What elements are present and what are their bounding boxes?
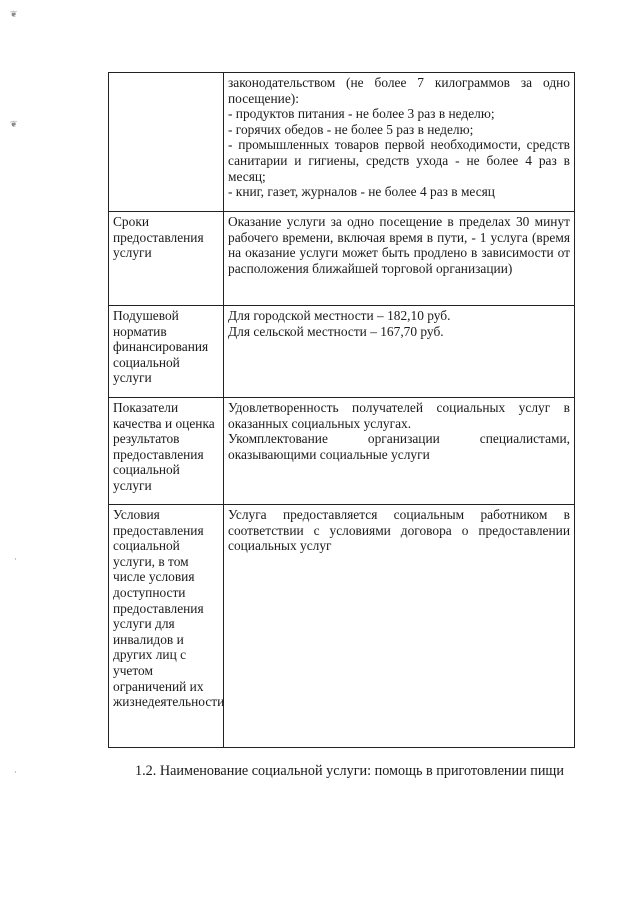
row-label [109, 73, 224, 212]
value-line: Удовлетворенность получателей социальных услуг в оказанных социальных услугах. [228, 400, 570, 431]
row-label: Показатели качества и оценка результатов предоставления социальной услуги [109, 398, 224, 505]
scan-mark: · [14, 555, 17, 565]
row-value [224, 398, 575, 505]
value-line: - продуктов питания - не более 3 раз в неделю; [228, 106, 495, 122]
scan-mark: ❦ [10, 10, 18, 20]
row-label: Подушевой норматив финансирования социальной услуги [109, 306, 224, 398]
table-row [109, 398, 575, 505]
scan-mark: · [14, 768, 17, 778]
row-value [224, 306, 575, 398]
table-row [109, 505, 575, 748]
table-row [109, 212, 575, 306]
scan-mark: ❦ [10, 120, 18, 130]
value-line: - промышленных товаров первой необходимости, средств санитарии и гигиены, средств ухода - не более 4 раз в месяц; [228, 137, 570, 184]
table-row [109, 306, 575, 398]
row-value [224, 73, 575, 212]
value-line: - книг, газет, журналов - не более 4 раз в месяц [228, 184, 495, 200]
value-line: - горячих обедов - не более 5 раз в неделю; [228, 121, 474, 137]
value-line: Для сельской местности – 167,70 руб. [228, 323, 444, 339]
value-line: законодательством (не более 7 килограммов за одно посещение): [228, 75, 570, 106]
value-line: Оказание услуги за одно посещение в пределах 30 минут рабочего времени, включая время в пути, - 1 услуга (время на оказание услуги может быть продлено в зависимости от расположения ближайшей торговой организации) [228, 214, 570, 276]
row-label: Сроки предоставления услуги [109, 212, 224, 306]
row-value [224, 212, 575, 306]
table-row [109, 73, 575, 212]
value-line: Услуга предоставляется социальным работником в соответствии с условиями договора о предоставлении социальных услуг [228, 507, 570, 554]
section-heading: 1.2. Наименование социальной услуги: помощь в приготовлении пищи [135, 763, 564, 779]
value-line: Для городской местности – 182,10 руб. [228, 308, 451, 323]
service-table [108, 72, 575, 748]
value-line: Укомплектование организации специалистами, оказывающими социальные услуги [228, 431, 570, 462]
row-value [224, 505, 575, 748]
row-label: Условия предоставления социальной услуги, в том числе условия доступности предоставления услуги для инвалидов и других лиц с учетом ограничений их жизнедеятельности [109, 505, 224, 748]
